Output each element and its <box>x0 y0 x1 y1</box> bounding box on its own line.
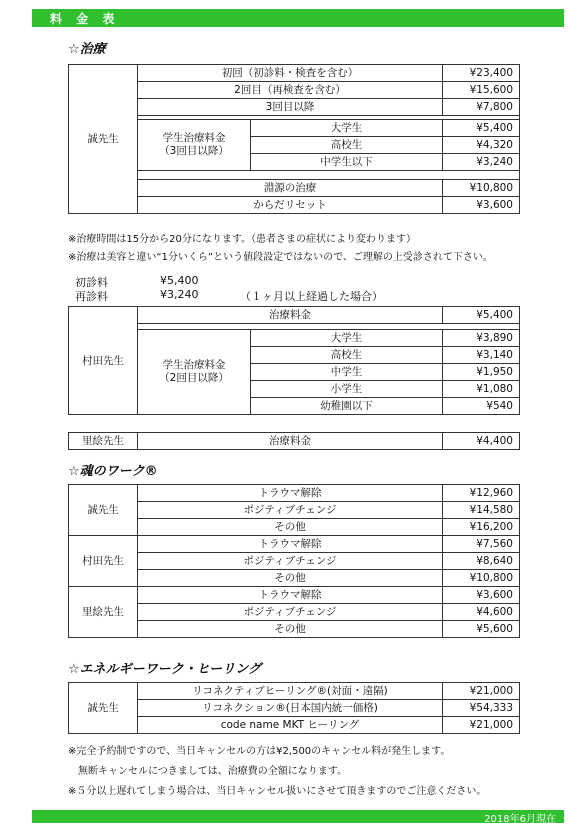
price-value: ¥14,580 <box>443 502 520 519</box>
price-label: ポジティブチェンジ <box>138 502 443 519</box>
price-label: 高校生 <box>251 347 443 364</box>
price-value: ¥5,400 <box>443 307 520 324</box>
price-value: ¥15,600 <box>443 82 520 99</box>
price-label: 中学生以下 <box>251 154 443 171</box>
price-value: ¥12,960 <box>443 485 520 502</box>
price-label: その他 <box>138 570 443 587</box>
soul-work-table <box>68 484 520 638</box>
price-value: ¥3,600 <box>443 197 520 214</box>
price-label: トラウマ解除 <box>138 587 443 604</box>
price-value: ¥7,800 <box>443 99 520 116</box>
price-value: ¥3,600 <box>443 587 520 604</box>
page-title: 料 金 表 <box>50 12 120 26</box>
doctor-cell: 里絵先生 <box>69 433 138 450</box>
row-gap <box>138 171 520 180</box>
price-value: ¥1,080 <box>443 381 520 398</box>
footer-bar <box>32 810 564 823</box>
price-label: code name MKT ヒーリング <box>138 717 443 734</box>
price-value: ¥21,000 <box>443 717 520 734</box>
cancel-note: 無断キャンセルにつきましては、治療費の全額になります。 <box>78 766 347 777</box>
student-label <box>138 120 251 171</box>
price-value: ¥5,600 <box>443 621 520 638</box>
doctor-cell: 誠先生 <box>69 65 138 214</box>
student-label-line1: 学生治療料金 <box>162 132 226 144</box>
price-label: トラウマ解除 <box>138 536 443 553</box>
price-label: ポジティブチェンジ <box>138 553 443 570</box>
revisit-note: （１ヶ月以上経過した場合） <box>240 290 383 303</box>
price-label: 高校生 <box>251 137 443 154</box>
price-label: 治療料金 <box>138 307 443 324</box>
doctor-cell: 誠先生 <box>69 683 138 734</box>
price-label: その他 <box>138 621 443 638</box>
price-value: ¥21,000 <box>443 683 520 700</box>
price-value: ¥10,800 <box>443 180 520 197</box>
note-text: ※治療時間は15分から20分になります。（患者さまの症状により変わります） <box>68 234 417 245</box>
first-visit-price: ¥5,400 <box>160 274 199 287</box>
price-label: 初回（初診料・検査を含む） <box>138 65 443 82</box>
late-note: ※５分以上遅れてしまう場合は、当日キャンセル扱いにさせて頂きますのでご注意ください。 <box>68 786 487 797</box>
price-label: 幼稚園以下 <box>251 398 443 415</box>
energy-work-table <box>68 682 520 734</box>
price-label: 淵源の治療 <box>138 180 443 197</box>
price-value: ¥4,320 <box>443 137 520 154</box>
price-value: ¥16,200 <box>443 519 520 536</box>
price-value: ¥8,640 <box>443 553 520 570</box>
price-label: 小学生 <box>251 381 443 398</box>
price-value: ¥4,400 <box>443 433 520 450</box>
price-value: ¥23,400 <box>443 65 520 82</box>
cancel-note: ※完全予約制ですので、当日キャンセルの方は¥2,500のキャンセル料が発生します。 <box>68 746 451 757</box>
price-label: リコネクティブヒーリング®(対面・遠隔) <box>138 683 443 700</box>
price-value: ¥3,890 <box>443 330 520 347</box>
first-visit-label: 初診料 <box>75 276 108 289</box>
revisit-price: ¥3,240 <box>160 288 199 301</box>
price-value: ¥4,600 <box>443 604 520 621</box>
revisit-label: 再診料 <box>75 290 108 303</box>
section-heading-energy-work: ☆エネルギーワーク・ヒーリング <box>68 662 261 677</box>
murata-price-table <box>68 306 520 415</box>
price-label: 治療料金 <box>138 433 443 450</box>
price-label: 大学生 <box>251 330 443 347</box>
rie-price-table <box>68 432 520 450</box>
doctor-cell: 村田先生 <box>69 536 138 587</box>
price-label: ポジティブチェンジ <box>138 604 443 621</box>
price-value: ¥3,140 <box>443 347 520 364</box>
price-label: 大学生 <box>251 120 443 137</box>
price-label: リコネクション®(日本国内統一価格) <box>138 700 443 717</box>
title-bar <box>32 9 564 27</box>
price-value: ¥3,240 <box>443 154 520 171</box>
doctor-cell: 里絵先生 <box>69 587 138 638</box>
price-label: トラウマ解除 <box>138 485 443 502</box>
student-label <box>138 330 251 415</box>
doctor-cell: 村田先生 <box>69 307 138 415</box>
price-label: からだリセット <box>138 197 443 214</box>
footer-date: 2018年6月現在 <box>484 814 556 825</box>
section-heading-soul-work: ☆魂のワーク® <box>68 464 158 479</box>
doctor-cell: 誠先生 <box>69 485 138 536</box>
price-value: ¥5,400 <box>443 120 520 137</box>
student-label-line2: （2回目以降） <box>159 372 229 384</box>
price-value: ¥540 <box>443 398 520 415</box>
student-label-line2: （3回目以降） <box>159 145 229 157</box>
price-label: 中学生 <box>251 364 443 381</box>
price-value: ¥1,950 <box>443 364 520 381</box>
price-label: 3回目以降 <box>138 99 443 116</box>
price-label: その他 <box>138 519 443 536</box>
price-value: ¥7,560 <box>443 536 520 553</box>
note-text: ※治療は美容と違い“1分いくら”という値段設定ではないので、ご理解の上受診されて下さい。 <box>68 252 493 263</box>
treatment-price-table <box>68 64 520 214</box>
price-label: 2回目（再検査を含む） <box>138 82 443 99</box>
price-value: ¥10,800 <box>443 570 520 587</box>
student-label-line1: 学生治療料金 <box>162 359 226 371</box>
section-heading-treatment: ☆治療 <box>68 42 106 57</box>
price-value: ¥54,333 <box>443 700 520 717</box>
